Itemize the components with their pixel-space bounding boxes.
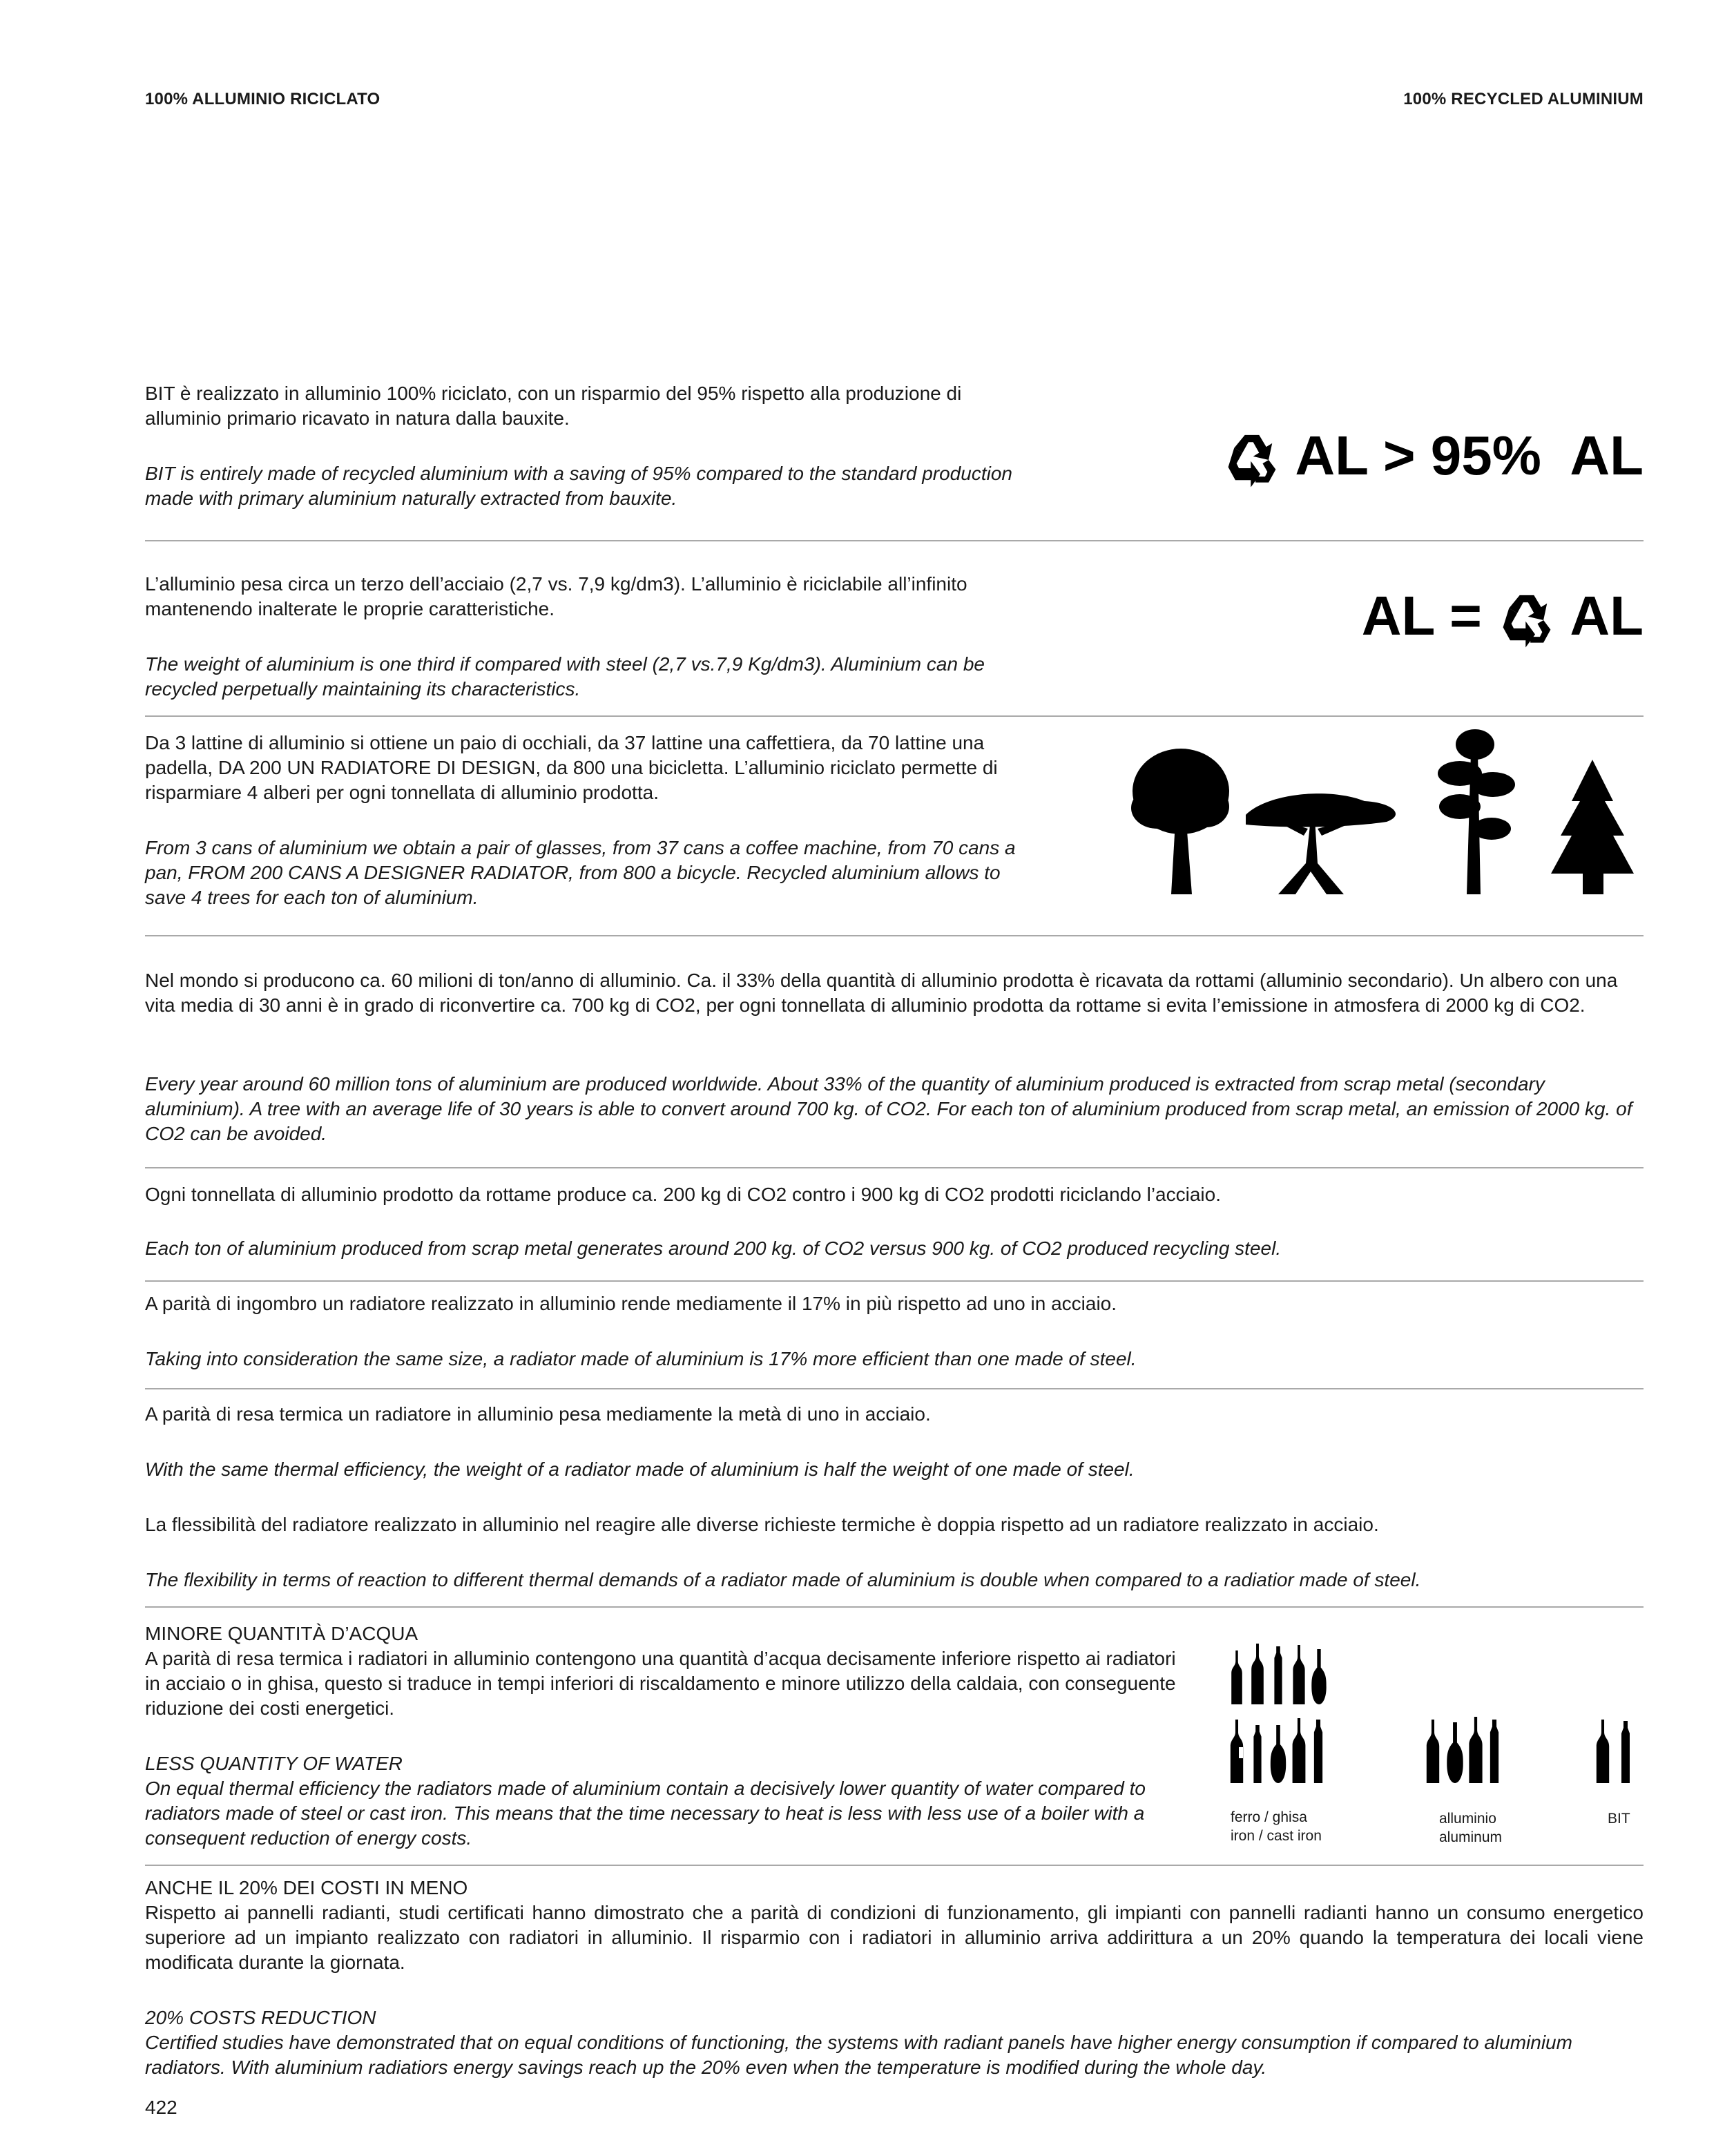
bit-bottles-group [1597,1720,1630,1783]
s4-text-en: Every year around 60 million tons of aluminium are produced worldwide. About 33% of the quantity of aluminium produced is extracted from scrap metal (secondary aluminium). A tree with an average life of 30 years is able to convert around 700 kg. of CO2. For each ton of aluminium produced from scrap metal, an emission of 2000 kg. of CO2 can be avoided. [145,1073,1632,1144]
s6-text-it: A parità di ingombro un radiatore realizzato in alluminio rende mediamente il 17% in più rispetto ad uno in acciaio. [145,1293,1117,1314]
s7-text-en: With the same thermal efficiency, the weight of a radiator made of aluminium is half the weight of one made of steel. [145,1459,1135,1480]
s3-text-it: Da 3 lattine di alluminio si ottiene un paio di occhiali, da 37 lattine una caffettiera, da 70 lattine una padella, DA 200 UN RADIATORE DI DESIGN, da 800 una bicicletta. L’alluminio riciclato permette di risparmiare 4 alberi per ogni tonnellata di alluminio prodotta. [145,732,998,803]
recycle-icon [1497,590,1557,650]
water-bottles-illustration [1229,1644,1644,1796]
s3-text-en: From 3 cans of aluminium we obtain a pair of glasses, from 37 cans a coffee machine, from 70 cans a pan, FROM 200 CANS A DESIGNER RADIATOR, from 800 a bicycle. Recycled aluminium allows to save 4 trees for each ton of aluminium. [145,837,1016,908]
aluminium-bottles-group [1427,1717,1498,1783]
s9-title-en: 20% COSTS REDUCTION [145,2007,376,2028]
formula-2-left: AL = [1361,585,1482,646]
divider [145,1280,1644,1282]
fir-tree-icon [1551,760,1634,894]
s9-title-it: ANCHE IL 20% DEI COSTI IN MENO [145,1877,468,1898]
acacia-tree-icon [1246,793,1396,894]
divider [145,1865,1644,1866]
recycle-formula-2 [1361,585,1644,650]
caption-aluminium [1439,1809,1502,1847]
s4-text-it: Nel mondo si producono ca. 60 milioni di ton/anno di alluminio. Ca. il 33% della quantità di alluminio prodotta è ricavata da rottami (alluminio secondario). Un albero con una vita media di 30 anni è in grado di riconvertire ca. 700 kg di CO2, per ogni tonnellata di alluminio prodotta da rottame si evita l’emissione in atmosfera di 2000 kg di CO2. [145,970,1618,1016]
s7-text-it: A parità di resa termica un radiatore in alluminio pesa mediamente la metà di uno in acciaio. [145,1403,931,1425]
divider [145,1167,1644,1168]
s8-title-en: LESS QUANTITY OF WATER [145,1753,403,1774]
formula-1-left: AL > 95% [1295,425,1541,486]
divider [145,540,1644,541]
divider [145,715,1644,717]
s9-text-it: Rispetto ai pannelli radianti, studi certificati hanno dimostrato che a parità di condizioni di funzionamento, gli impianti con pannelli radianti hanno un consumo energetico superiore ad un impianto realizzato con radiatori in alluminio. Il risparmio con i radiatori in alluminio arriva addirittura a un 20% quando la temperatura dei locali viene modificata durante la giornata. [145,1902,1644,1973]
iron-bottles-group [1231,1644,1327,1783]
s5-text-en: Each ton of aluminium produced from scrap metal generates around 200 kg. of CO2 versus 900 kg. of CO2 produced recycling steel. [145,1238,1282,1259]
page-number: 422 [145,2097,177,2118]
oak-tree-icon [1131,749,1229,894]
header-right-title: 100% RECYCLED ALUMINIUM [1403,90,1644,108]
caption-iron [1231,1808,1322,1845]
s7-text-it-2: La flessibilità del radiatore realizzato in alluminio nel reagire alle diverse richieste termiche è doppia rispetto ad un radiatore realizzato in acciaio. [145,1514,1379,1535]
formula-2-right: AL [1570,585,1644,646]
pine-tree-icon [1438,729,1515,894]
divider [145,1388,1644,1389]
caption-aluminium-it: alluminio [1439,1811,1496,1827]
s8-text-en: On equal thermal efficiency the radiators made of aluminium contain a decisively lower quantity of water compared to radiators made of steel or cast iron. This means that the time necessary to heat is less with less use of a boiler with a consequent reduction of energy costs. [145,1778,1146,1849]
caption-bit: BIT [1608,1811,1630,1827]
s9-text-en: Certified studies have demonstrated that on equal conditions of functioning, the systems with radiant panels have higher energy consumption if compared to aluminium radiators. With aluminium radiatiors energy savings reach up the 20% even when the temperature is modified during the whole day. [145,2032,1572,2078]
s6-text-en: Taking into consideration the same size, a radiator made of aluminium is 17% more efficient than one made of steel. [145,1348,1137,1369]
header-left-title: 100% ALLUMINIO RICICLATO [145,90,380,108]
s7-text-en-2: The flexibility in terms of reaction to different thermal demands of a radiator made of aluminium is double when compared to a radiatior made of steel. [145,1569,1421,1590]
recycle-formula-1 [1222,425,1644,490]
trees-illustration [1130,725,1644,898]
s8-title-it: MINORE QUANTITÀ D’ACQUA [145,1623,418,1644]
s2-text-en: The weight of aluminium is one third if compared with steel (2,7 vs.7,9 Kg/dm3). Aluminium can be recycled perpetually maintaining its characteristics. [145,653,985,700]
caption-aluminium-en: aluminum [1439,1829,1503,1845]
formula-1-right: AL [1570,425,1644,486]
divider [145,935,1644,936]
s8-text-it: A parità di resa termica i radiatori in alluminio contengono una quantità d’acqua decisamente inferiore rispetto ai radiatori in acciaio o in ghisa, questo si traduce in tempi inferiori di riscaldamento e minore utilizzo della caldaia, con conseguente riduzione dei costi energetici. [145,1648,1176,1719]
s1-text-it: BIT è realizzato in alluminio 100% riciclato, con un risparmio del 95% rispetto alla produzione di alluminio primario ricavato in natura dalla bauxite. [145,383,962,429]
s5-text-it: Ogni tonnellata di alluminio prodotto da rottame produce ca. 200 kg di CO2 contro i 900 kg di CO2 prodotti riciclando l’acciaio. [145,1184,1221,1205]
caption-iron-en: iron / cast iron [1231,1828,1322,1844]
s1-text-en: BIT is entirely made of recycled aluminium with a saving of 95% compared to the standard production made with primary aluminium naturally extracted from bauxite. [145,463,1012,509]
caption-iron-it: ferro / ghisa [1231,1809,1307,1825]
divider [145,1606,1644,1608]
recycle-icon [1222,430,1282,490]
s2-text-it: L’alluminio pesa circa un terzo dell’acciaio (2,7 vs. 7,9 kg/dm3). L’alluminio è riciclabile all’infinito mantenendo inalterate le proprie caratteristiche. [145,573,967,619]
